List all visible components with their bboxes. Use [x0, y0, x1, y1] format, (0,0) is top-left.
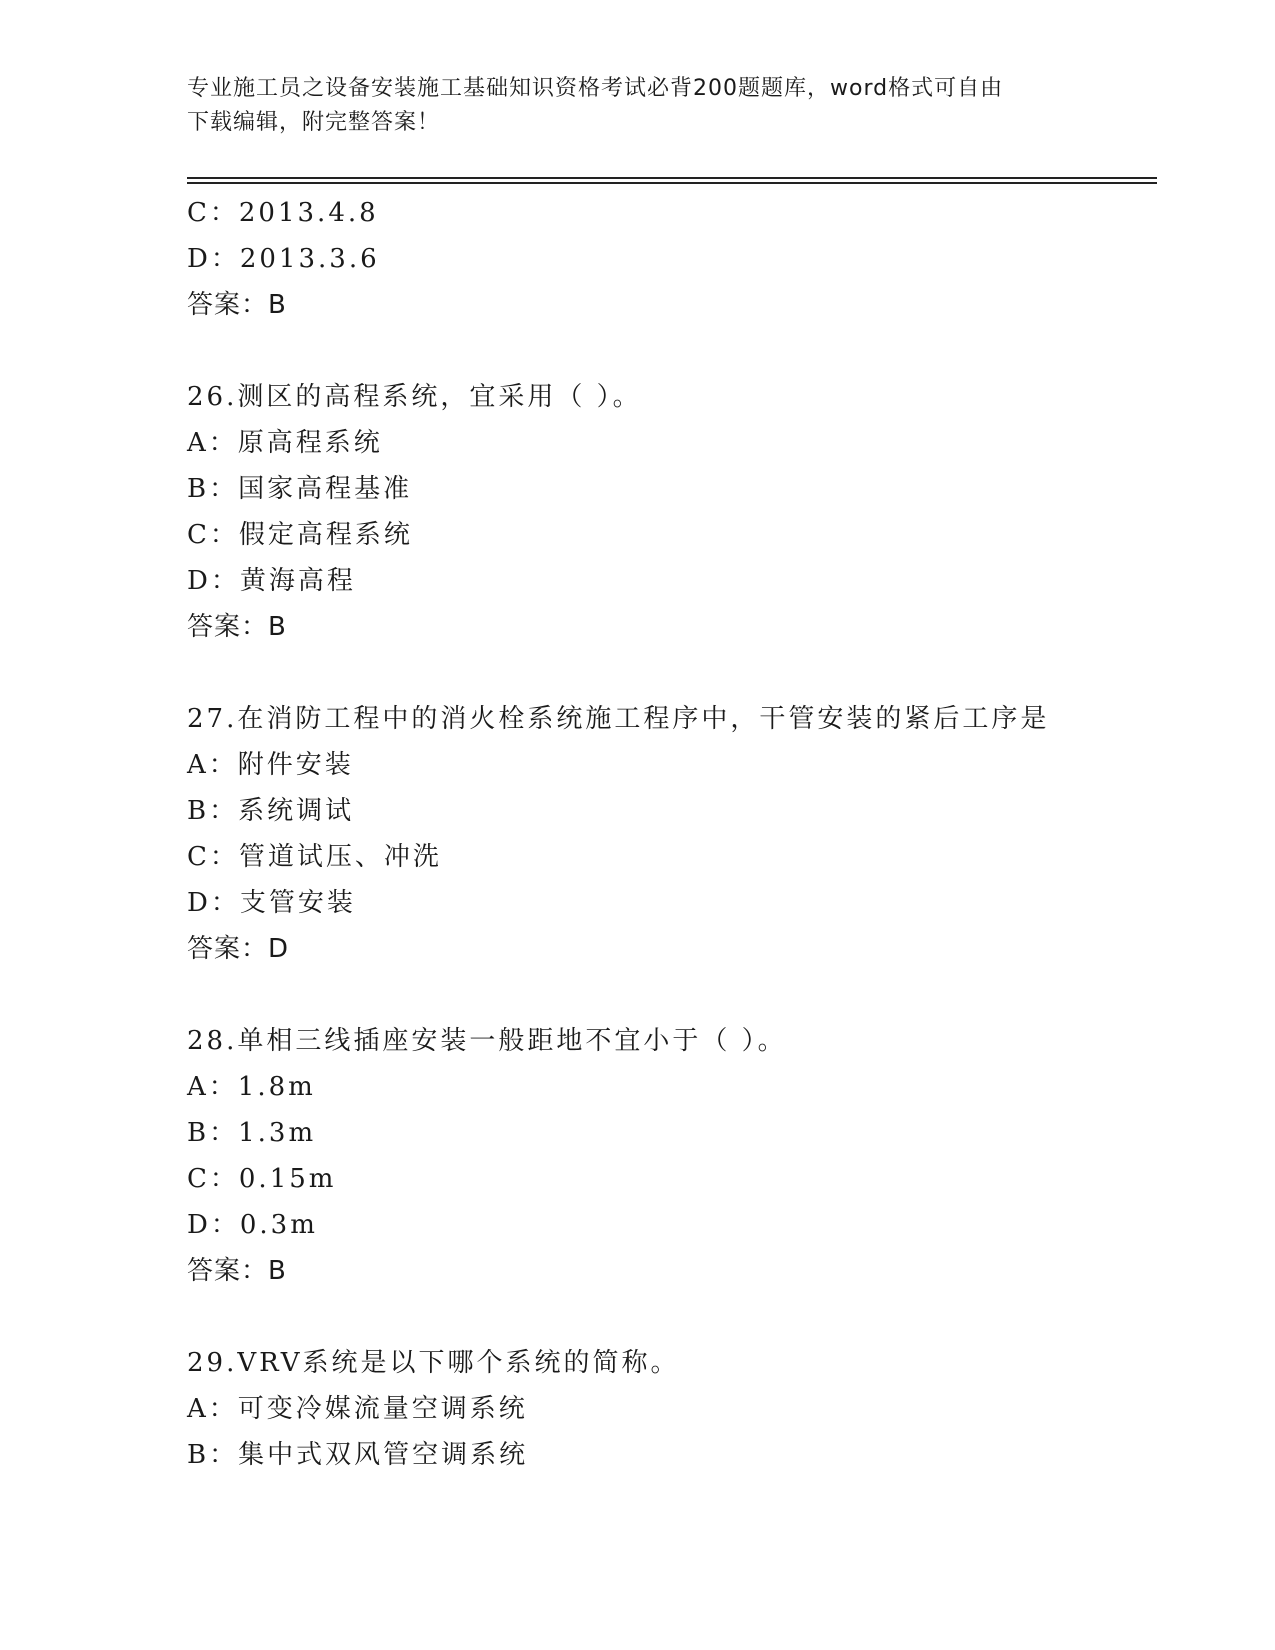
option-c: C：管道试压、冲洗 [187, 842, 442, 872]
option-a: A：附件安装 [187, 750, 354, 780]
header-line-1: 专业施工员之设备安装施工基础知识资格考试必背200题题库，word格式可自由 [187, 76, 1004, 101]
option-d: D：黄海高程 [187, 566, 356, 596]
option-c: C：2013.4.8 [187, 198, 379, 228]
question-stem: 28.单相三线插座安装一般距地不宜小于（ ）。 [187, 1026, 787, 1056]
option-a: A：1.8m [187, 1072, 316, 1102]
answer-line: 答案：B [187, 290, 287, 320]
answer-line: 答案：B [187, 612, 287, 642]
spacer [187, 650, 1167, 696]
question-25-continued [187, 190, 1167, 328]
option-b: B：1.3m [187, 1118, 317, 1148]
question-stem: 27.在消防工程中的消火栓系统施工程序中，干管安装的紧后工序是 [187, 704, 1050, 734]
question-stem: 26.测区的高程系统，宜采用（ ）。 [187, 382, 642, 412]
question-26 [187, 374, 1167, 650]
option-a: A：原高程系统 [187, 428, 383, 458]
spacer [187, 328, 1167, 374]
question-27 [187, 696, 1167, 972]
option-b: B：系统调试 [187, 796, 355, 826]
option-b: B：国家高程基准 [187, 474, 413, 504]
question-29 [187, 1340, 1167, 1478]
option-c: C：0.15m [187, 1164, 337, 1194]
header-line-2: 下载编辑，附完整答案！ [187, 110, 441, 135]
option-a: A：可变冷媒流量空调系统 [187, 1394, 528, 1424]
option-b: B：集中式双风管空调系统 [187, 1440, 529, 1470]
header-divider-bottom [187, 182, 1157, 184]
spacer [187, 972, 1167, 1018]
option-d: D：0.3m [187, 1210, 318, 1240]
spacer [187, 1294, 1167, 1340]
question-stem: 29.VRV系统是以下哪个系统的简称。 [187, 1348, 680, 1378]
question-28 [187, 1018, 1167, 1294]
option-d: D：2013.3.6 [187, 244, 380, 274]
option-c: C：假定高程系统 [187, 520, 413, 550]
question-list [187, 190, 1167, 1478]
document-header [187, 72, 1067, 140]
answer-line: 答案：D [187, 934, 290, 964]
header-divider-top [187, 177, 1157, 179]
answer-line: 答案：B [187, 1256, 287, 1286]
option-d: D：支管安装 [187, 888, 356, 918]
